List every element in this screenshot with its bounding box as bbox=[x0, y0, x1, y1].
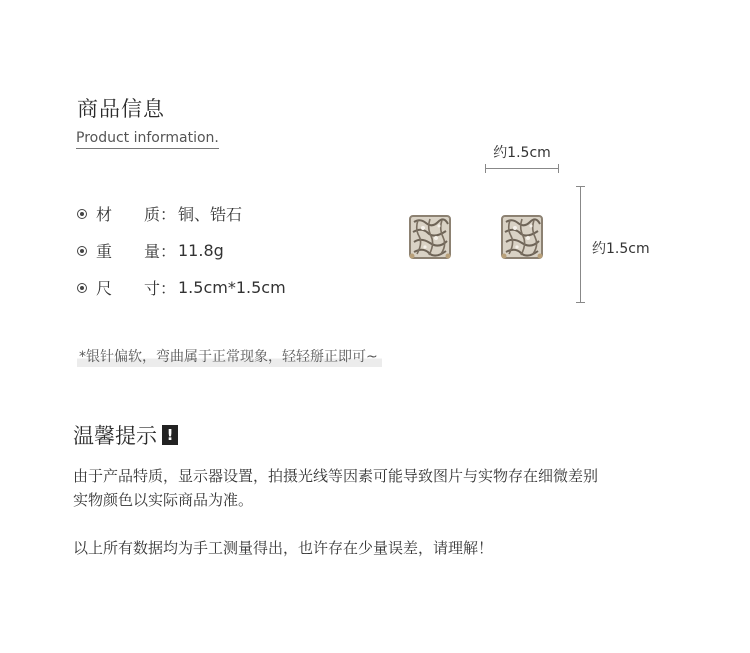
width-dimension-line bbox=[485, 168, 559, 169]
height-dimension-line bbox=[580, 186, 581, 303]
care-note: *银针偏软，弯曲属于正常现象，轻轻掰正即可~ bbox=[77, 346, 382, 367]
spec-list bbox=[77, 195, 286, 306]
tips-paragraph-1 bbox=[73, 464, 673, 512]
section-title-cn: 商品信息 bbox=[77, 97, 165, 121]
tips-line: 由于产品特质，显示器设置，拍摄光线等因素可能导致图片与实物存在细微差别 bbox=[73, 467, 599, 485]
width-dimension bbox=[485, 142, 559, 169]
tips-line: 实物颜色以实际商品为准。 bbox=[73, 491, 254, 509]
spec-row-material bbox=[77, 195, 286, 232]
tips-title bbox=[73, 420, 178, 450]
spec-value: 1.5cm*1.5cm bbox=[178, 278, 286, 297]
spec-label: 重 量： bbox=[96, 242, 177, 261]
exclamation-icon: ! bbox=[162, 425, 178, 445]
section-title-en: Product information. bbox=[76, 130, 219, 149]
tips-title-text: 温馨提示 bbox=[73, 424, 157, 448]
width-dimension-label: 约1.5cm bbox=[493, 145, 551, 161]
spec-label: 尺 寸： bbox=[96, 279, 177, 298]
bullet-icon bbox=[77, 246, 87, 256]
bullet-icon bbox=[77, 209, 87, 219]
tips-paragraph-2: 以上所有数据均为手工测量得出，也许存在少量误差，请理解！ bbox=[73, 539, 494, 557]
spec-value: 11.8g bbox=[178, 241, 224, 260]
spec-value: 铜、锆石 bbox=[178, 205, 243, 224]
earring-right-image bbox=[500, 214, 544, 260]
spec-row-weight bbox=[77, 232, 286, 269]
height-dimension-label: 约1.5cm bbox=[592, 241, 650, 257]
spec-row-size bbox=[77, 269, 286, 306]
spec-label: 材 质： bbox=[96, 205, 177, 224]
earring-left-image bbox=[408, 214, 452, 260]
bullet-icon bbox=[77, 283, 87, 293]
